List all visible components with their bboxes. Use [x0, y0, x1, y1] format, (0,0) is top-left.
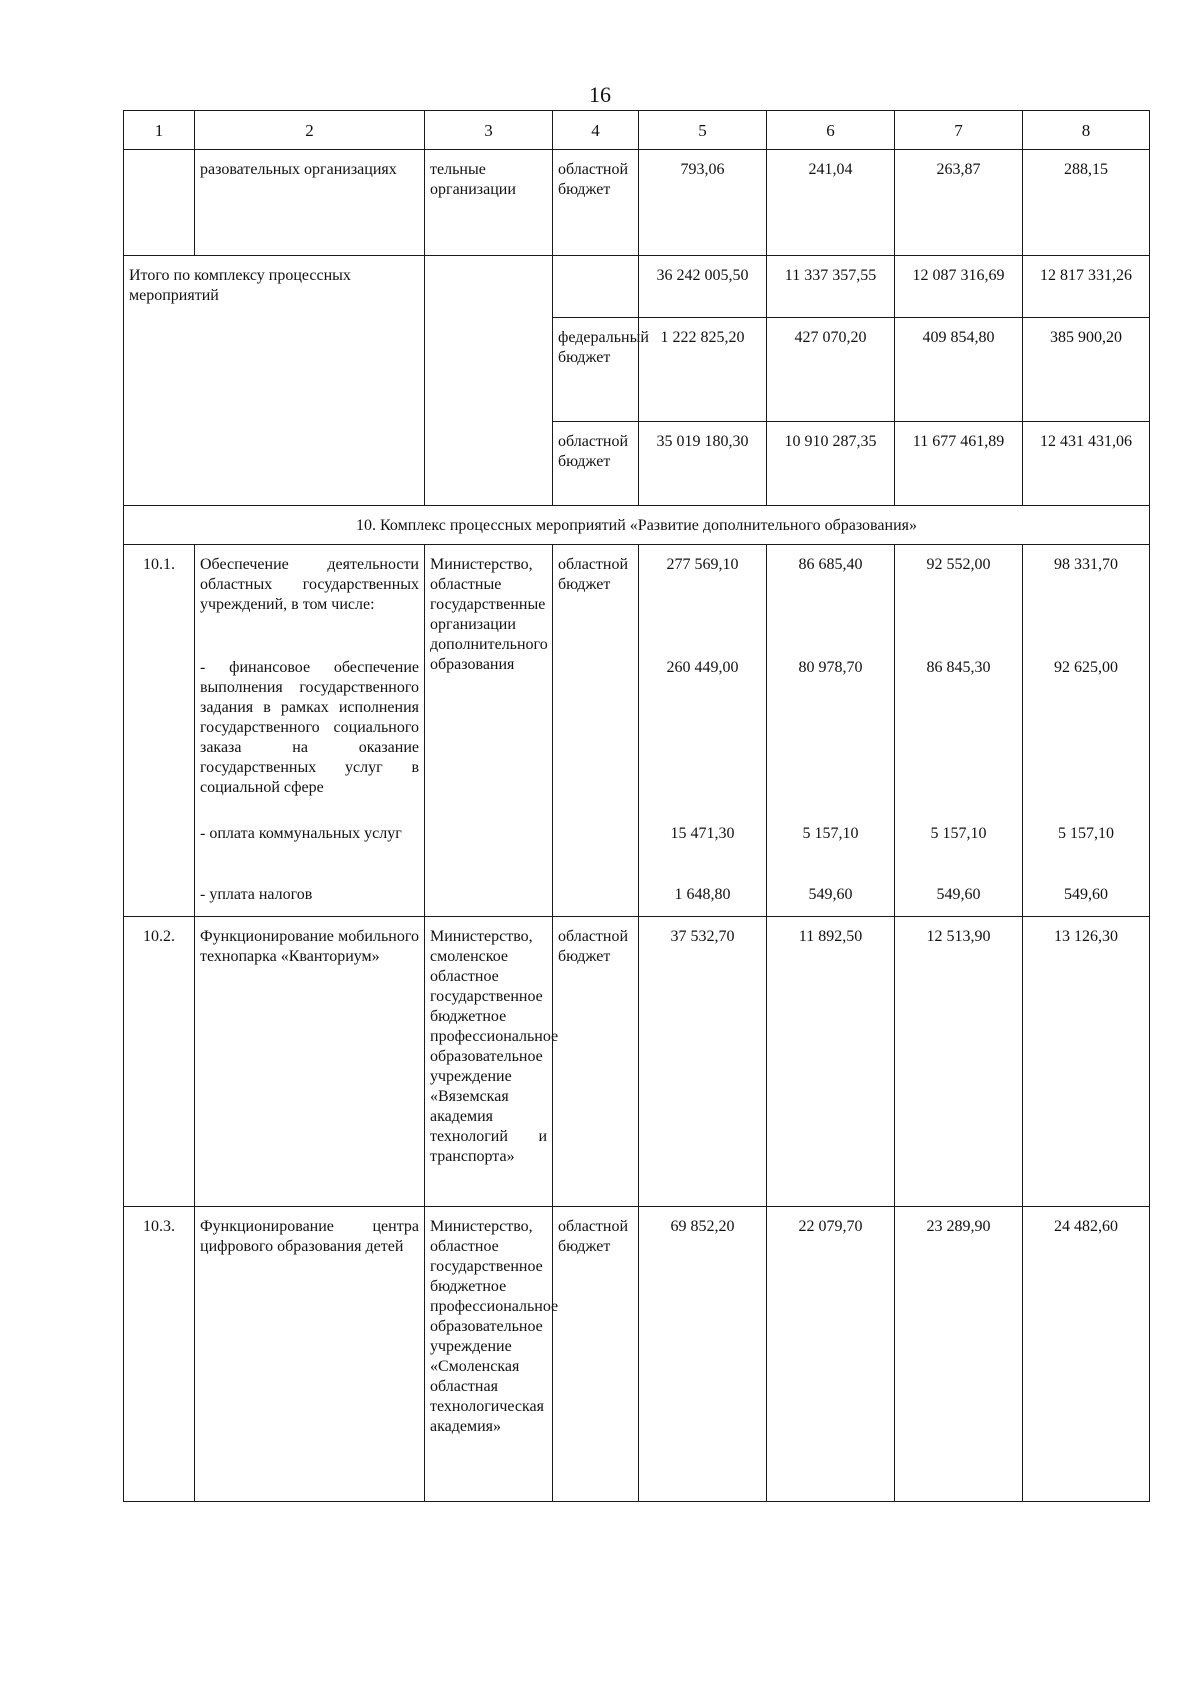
value-cell: 288,15 [1023, 150, 1150, 256]
item-text: - уплата налогов [200, 886, 313, 903]
row-number-cell: 10.1. [124, 545, 195, 917]
value-cell [895, 545, 1023, 917]
executor-cell: тельные организации [425, 150, 553, 256]
value-text: 277 569,10 [666, 556, 739, 573]
source-cell [553, 256, 639, 318]
value-text: 86 685,40 [798, 556, 863, 573]
header-cell: 1 [124, 111, 195, 150]
value-cell [639, 545, 767, 917]
header-cell: 6 [767, 111, 895, 150]
section-title: 10. Комплекс процессных мероприятий «Развитие дополнительного образования» [124, 506, 1150, 545]
total-row [124, 256, 1150, 318]
value-text: 98 331,70 [1054, 556, 1118, 573]
value-text: 80 978,70 [798, 659, 863, 676]
header-cell: 2 [195, 111, 425, 150]
measure-name-cell: Функционирование центра цифрового образования детей [195, 1207, 425, 1502]
value-cell: 69 852,20 [639, 1207, 767, 1502]
value-text: 260 449,00 [666, 659, 739, 676]
value-text: 92 552,00 [926, 556, 991, 573]
value-text: 549,60 [936, 886, 981, 903]
item-text: - оплата коммунальных услуг [200, 825, 402, 842]
value-cell: 12 087 316,69 [895, 256, 1023, 318]
value-cell: 12 817 331,26 [1023, 256, 1150, 318]
measure-name-cell [195, 545, 425, 917]
value-cell: 11 677 461,89 [895, 422, 1023, 506]
total-executor-cell [425, 256, 553, 506]
measure-name-cell: разовательных организациях [195, 150, 425, 256]
value-text: 1 648,80 [674, 886, 731, 903]
source-cell: федеральный бюджет [553, 318, 639, 422]
value-cell: 36 242 005,50 [639, 256, 767, 318]
source-cell: областной бюджет [553, 545, 639, 917]
value-cell: 11 337 357,55 [767, 256, 895, 318]
value-cell [767, 545, 895, 917]
value-cell: 13 126,30 [1023, 917, 1150, 1207]
item-text: - финансовое обеспечение выполнения государственного задания в рамках исполнения государственного социального заказа на оказание государственных услуг в социальной сфере [200, 659, 419, 796]
value-text: 549,60 [808, 886, 853, 903]
budget-table [123, 110, 1150, 1502]
table-row-continued [124, 150, 1150, 256]
row-number-cell: 10.3. [124, 1207, 195, 1502]
table-row-10-1 [124, 545, 1150, 917]
measure-name-cell: Функционирование мобильного технопарка «Кванториум» [195, 917, 425, 1207]
value-cell: 12 431 431,06 [1023, 422, 1150, 506]
value-cell: 37 532,70 [639, 917, 767, 1207]
header-cell: 3 [425, 111, 553, 150]
value-text: 86 845,30 [926, 659, 991, 676]
source-cell: областной бюджет [553, 150, 639, 256]
value-cell [1023, 545, 1150, 917]
header-cell: 8 [1023, 111, 1150, 150]
value-cell: 385 900,20 [1023, 318, 1150, 422]
value-cell: 23 289,90 [895, 1207, 1023, 1502]
value-text: 15 471,30 [670, 825, 735, 842]
value-cell: 263,87 [895, 150, 1023, 256]
source-cell: областной бюджет [553, 1207, 639, 1502]
header-cell: 7 [895, 111, 1023, 150]
value-cell: 11 892,50 [767, 917, 895, 1207]
executor-cell: Министерство, областное государственное бюджетное профессиональное образовательное учреждение «Смоленская областная технологическая академия» [425, 1207, 553, 1502]
value-text: 5 157,10 [802, 825, 859, 842]
value-cell: 24 482,60 [1023, 1207, 1150, 1502]
source-cell: областной бюджет [553, 422, 639, 506]
value-cell: 793,06 [639, 150, 767, 256]
row-number-cell [124, 150, 195, 256]
source-cell: областной бюджет [553, 917, 639, 1207]
value-cell: 1 222 825,20 [639, 318, 767, 422]
value-text: 92 625,00 [1054, 659, 1118, 676]
header-cell: 4 [553, 111, 639, 150]
value-cell: 427 070,20 [767, 318, 895, 422]
row-number-cell: 10.2. [124, 917, 195, 1207]
page-number: 16 [589, 82, 611, 107]
value-cell: 22 079,70 [767, 1207, 895, 1502]
header-cell: 5 [639, 111, 767, 150]
value-cell: 35 019 180,30 [639, 422, 767, 506]
value-text: 5 157,10 [930, 825, 987, 842]
executor-cell: Министерство, областные государственные организации дополнительного образования [425, 545, 553, 917]
header-row [124, 111, 1150, 150]
value-cell: 10 910 287,35 [767, 422, 895, 506]
value-cell: 409 854,80 [895, 318, 1023, 422]
executor-cell: Министерство, смоленское областное государственное бюджетное профессиональное образовательное учреждение «Вяземская академия технологий и транспорта» [425, 917, 553, 1207]
value-text: 549,60 [1064, 886, 1108, 903]
value-cell: 241,04 [767, 150, 895, 256]
value-text: 5 157,10 [1058, 825, 1114, 842]
table-row-10-3 [124, 1207, 1150, 1502]
section-row [124, 506, 1150, 545]
table-row-10-2 [124, 917, 1150, 1207]
value-cell: 12 513,90 [895, 917, 1023, 1207]
total-label: Итого по комплексу процессных мероприятий [124, 256, 425, 506]
item-text: Обеспечение деятельности областных государственных учреждений, в том числе: [200, 556, 419, 613]
